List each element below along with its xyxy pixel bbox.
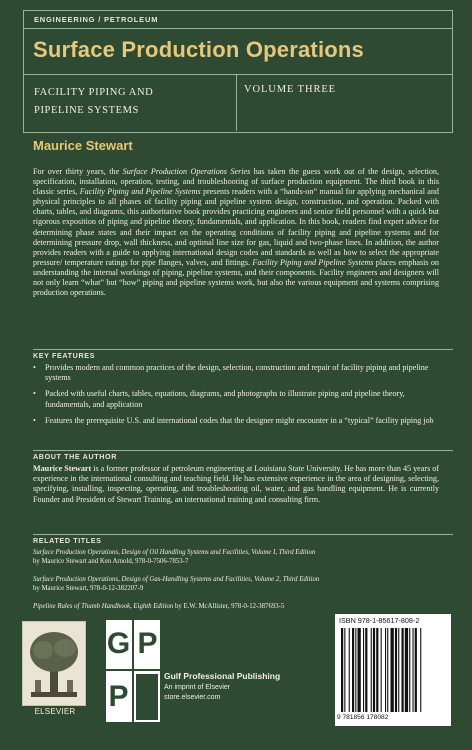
- book-name: Facility Piping and Pipeline Systems: [252, 257, 374, 267]
- related-title-2: [33, 575, 439, 593]
- description-text: presents readers with a “hands-on” manual for applying mechanical and physical principles to all phases of facility piping and pipeline system design, construction, and operation. Packed with charts, tables, and diagrams, this authoritative book provides practicing engineers and senior field personnel with a quick but rigorous exposition of piping and pipeline theory, fundamentals, and application. In this book, readers find expert advice for determining phase states and their impact on the operating conditions of facility piping and pipeline systems and for determining pressure drop, wall thickness, and optimal line size for gas, liquid and two-phase lines. In addition, the author provides readers with a guide to applying international design codes and standards as well as how to select the appropriate pressure/ temperature ratings for pipe flanges, valves, and fittings.: [33, 187, 439, 267]
- series-title: Surface Production Operations: [33, 37, 364, 62]
- tree-icon: [23, 622, 85, 705]
- divider: [33, 349, 453, 350]
- category-label: ENGINEERING / PETROLEUM: [34, 15, 159, 24]
- related-title-1: [33, 548, 439, 566]
- feature-text: Features the prerequisite U.S. and international codes that the designer might encounter in a “typical” facility piping job: [45, 415, 434, 425]
- related-title-byline: by E.W. McAllister, 978-0-12-387693-5: [173, 603, 285, 610]
- divider: [236, 74, 237, 131]
- about-author-text: [33, 464, 439, 505]
- author-name: Maurice Stewart: [33, 138, 133, 153]
- gpp-letter: G: [106, 627, 131, 660]
- book-subtitle: [34, 84, 224, 120]
- description: [33, 167, 439, 298]
- list-item: [33, 363, 439, 383]
- description-text: places emphasis on understanding the internal workings of piping, pipeline systems, and their components. Facility engineers and designers will not only learn “what” but “how” piping and pipeline systems work, but also the various equipment and systems comprising production operations.: [33, 257, 439, 298]
- gpp-letter: P: [137, 627, 158, 660]
- publisher-website: store.elsevier.com: [164, 694, 221, 701]
- logo-block: [136, 674, 158, 720]
- key-features-list: [33, 363, 439, 432]
- barcode-icon: [341, 628, 445, 712]
- series-name: Surface Production Operations Series: [122, 167, 251, 176]
- gpp-logo: [106, 620, 160, 722]
- subtitle-line: PIPELINE SYSTEMS: [34, 105, 139, 116]
- logo-divider: [106, 669, 160, 671]
- divider: [23, 28, 453, 29]
- isbn-digits: 9 781856 178082: [337, 714, 389, 721]
- bullet: •: [33, 415, 36, 425]
- related-title-byline: by Maurice Stewart, 978-0-12-382207-9: [33, 585, 144, 592]
- related-titles-heading: RELATED TITLES: [33, 536, 102, 545]
- related-title-name: Surface Production Operations, Design of Gas-Handling Systems and Facilities, Volume 2, Third Edition: [33, 576, 320, 583]
- about-author-heading: ABOUT THE AUTHOR: [33, 452, 117, 461]
- publisher-name: Gulf Professional Publishing: [164, 671, 281, 681]
- elsevier-wordmark: ELSEVIER: [34, 707, 76, 716]
- related-title-name: Surface Production Operations, Design of Oil Handling Systems and Facilities, Volume I, Third Edition: [33, 549, 316, 556]
- logo-divider: [132, 620, 134, 722]
- divider: [23, 74, 453, 75]
- related-title-name: Pipeline Rules of Thumb Handbook, Eighth Edition: [33, 603, 174, 610]
- elsevier-tree-logo: [22, 621, 86, 706]
- about-text: is a former professor of petroleum engineering at Louisiana State University. He has more than 45 years of experience in the international consulting and teaching field. He has extensive experience in the area of designing, selecting, specifying, installing, inspecting, operating, and troubleshooting oil, water, and gas handling equipment. He is currently Founder and President of Stewart Training, an international training and consulting firm.: [33, 464, 439, 504]
- publisher-imprint: An imprint of Elsevier: [164, 684, 231, 691]
- key-features-heading: KEY FEATURES: [33, 351, 96, 360]
- related-title-byline: by Maurice Stewart and Ken Arnold, 978-0-7506-7853-7: [33, 558, 189, 565]
- feature-text: Provides modern and common practices of the design, selection, construction and repair of facility piping and pipeline systems: [45, 363, 429, 383]
- list-item: [33, 389, 439, 409]
- volume-label: VOLUME THREE: [244, 84, 336, 95]
- isbn-label: ISBN 978-1-85617-808-2: [339, 616, 420, 625]
- list-item: [33, 416, 439, 426]
- description-text: For over thirty years, the: [33, 167, 123, 176]
- divider: [33, 534, 453, 535]
- description-text: has taken the guess work out of the design, selection, specification, installation, operation, testing, and troubleshooting of surface production equipment. The third book in this classic series,: [33, 167, 440, 197]
- about-author-name: Maurice Stewart: [33, 464, 92, 473]
- divider: [33, 450, 453, 451]
- bullet: •: [33, 363, 36, 372]
- feature-text: Packed with useful charts, tables, equations, diagrams, and photographs to illustrate piping and pipeline theory, fundamentals, and application: [45, 389, 405, 409]
- isbn-barcode-box: [335, 614, 451, 726]
- subtitle-line: FACILITY PIPING AND: [34, 87, 154, 98]
- gpp-letter: P: [108, 680, 129, 713]
- related-title-3: [33, 602, 439, 611]
- book-name: Facility Piping and Pipeline Systems: [79, 187, 201, 197]
- bullet: •: [33, 389, 36, 399]
